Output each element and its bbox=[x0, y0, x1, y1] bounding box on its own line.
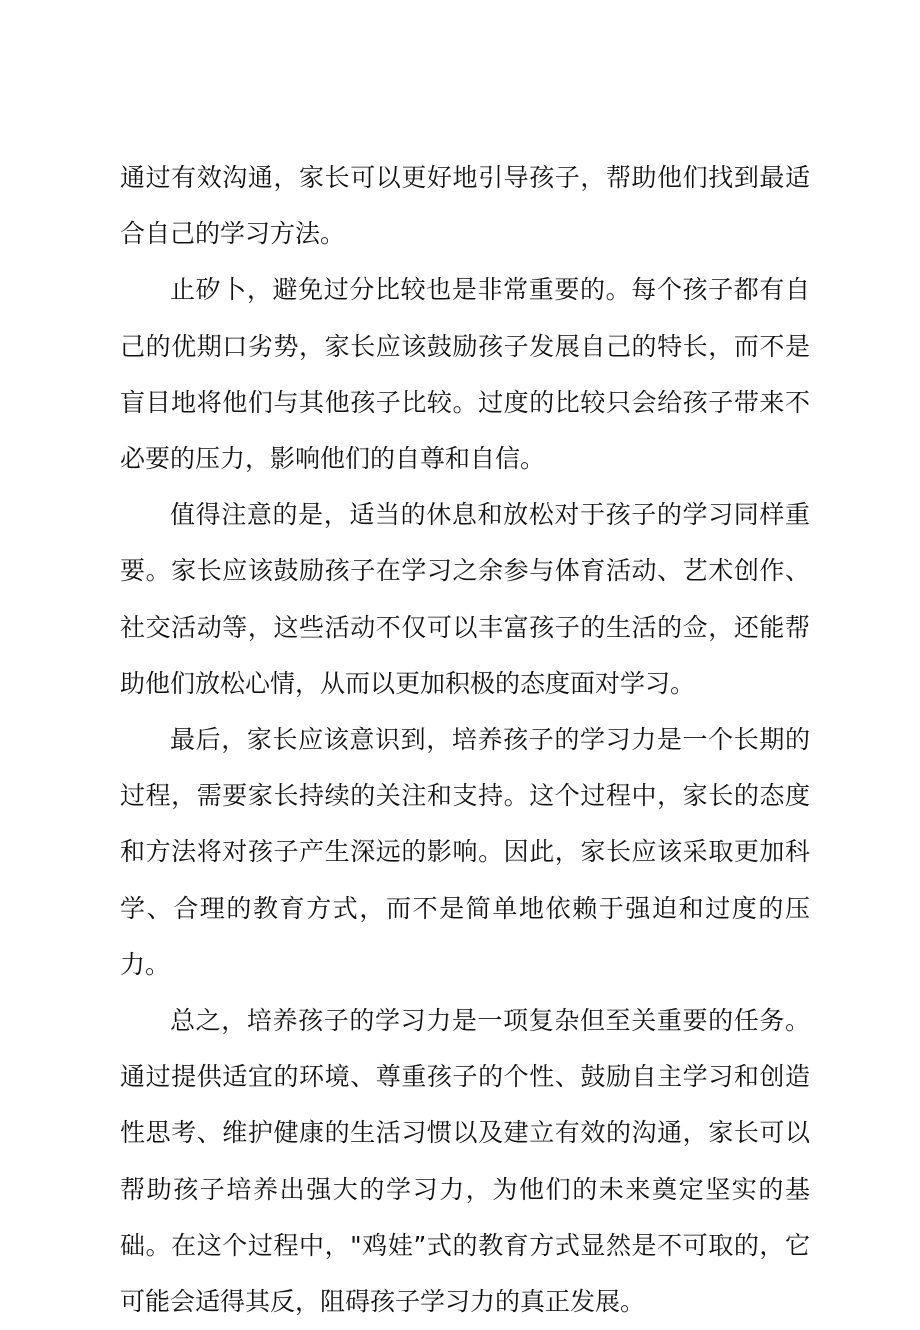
document-body bbox=[120, 150, 810, 1330]
paragraph-4: 最后，家长应该意识到，培养孩子的学习力是一个长期的过程，需要家长持续的关注和支持。这个过程中，家长的态度和方法将对孩子产生深远的影响。因此，家长应该采取更加科学、合理的教育方式，而不是简单地依赖于强迫和过度的压力。 bbox=[120, 725, 810, 979]
paragraph-1: 通过有效沟通，家长可以更好地引导孩子，帮助他们找到最适合自己的学习方法。 bbox=[120, 163, 810, 249]
paragraph-2: 止矽卜，避免过分比较也是非常重要的。每个孩子都有自己的优期口劣势，家长应该鼓励孩子发展自己的特长，而不是盲目地将他们与其他孩子比较。过度的比较只会给孩子带来不必要的压力，影响他们的自尊和自信。 bbox=[120, 275, 810, 474]
paragraph-5: 总之，培养孩子的学习力是一项复杂但至关重要的任务。通过提供适宜的环境、尊重孩子的个性、鼓励自主学习和创造性思考、维护健康的生活习惯以及建立有效的沟通，家长可以帮助孩子培养出强大的学习力，为他们的未来奠定坚实的基础。在这个过程中，"鸡娃”式的教育方式显然是不可取的，它可能会适得其反，阻碍孩子学习力的真正发展。 bbox=[120, 1006, 810, 1317]
paragraph-3: 值得注意的是，适当的休息和放松对于孩子的学习同样重要。家长应该鼓励孩子在学习之余参与体育活动、艺术创作、社交活动等，这些活动不仅可以丰富孩子的生活的佥，还能帮助他们放松心情，从而以更加积极的态度面对学习。 bbox=[120, 500, 810, 698]
